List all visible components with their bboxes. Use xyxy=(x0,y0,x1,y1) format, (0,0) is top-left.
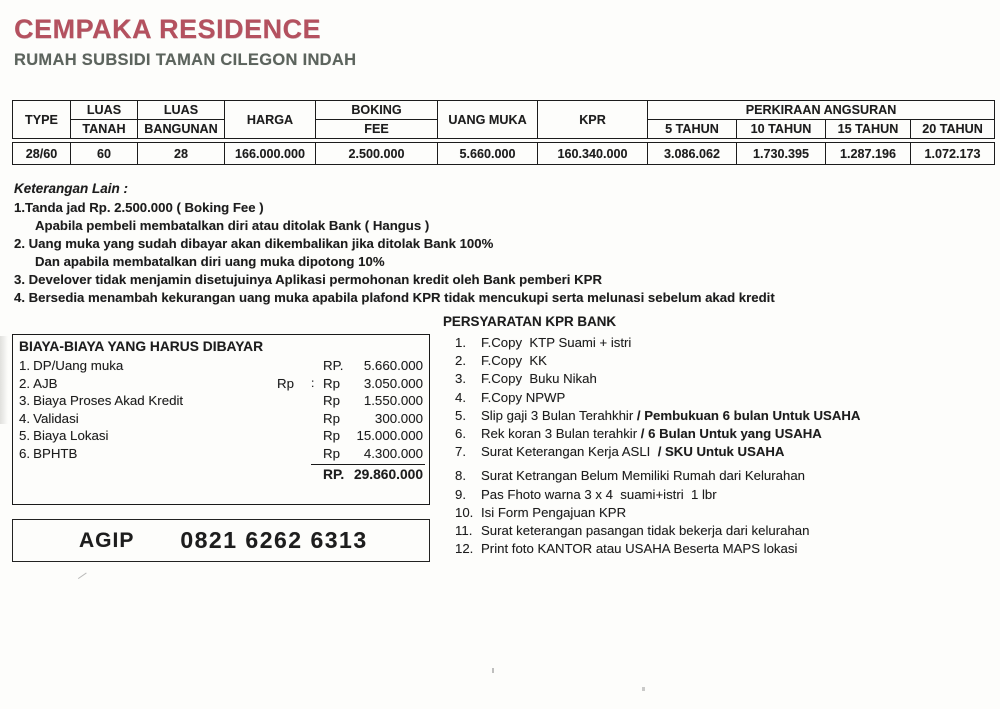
biaya-item xyxy=(19,357,429,375)
item-text-bold: / Pembukuan 6 bulan Untuk USAHA xyxy=(636,407,861,423)
item-number: 12. xyxy=(455,541,474,557)
currency-label: Rp xyxy=(323,428,340,443)
biaya-title: BIAYA-BIAYA YANG HARUS DIBAYAR xyxy=(19,339,264,354)
item-amount: 300.000 xyxy=(374,410,423,426)
scan-artifact xyxy=(492,668,494,673)
contact-name: AGIP xyxy=(79,528,135,552)
item-text: F.Copy KTP Suami + istri xyxy=(481,335,632,350)
col-tenor-5: 5 TAHUN xyxy=(648,120,737,139)
item-text-bold: / SKU Untuk USAHA xyxy=(657,444,785,460)
item-text: Surat keterangan pasangan tidak bekerja dari kelurahan xyxy=(481,523,810,539)
item-number: 2. xyxy=(455,353,466,369)
col-perkiraan-angsuran: PERKIRAAN ANGSURAN xyxy=(648,101,995,120)
biaya-item xyxy=(19,392,429,410)
currency-label: Rp xyxy=(323,445,340,461)
item-text: Pas Fhoto warna 3 x 4 suami+istri 1 lbr xyxy=(481,486,717,502)
item-amount: 1.550.000 xyxy=(363,393,423,408)
keterangan-line: Dan apabila membatalkan diri uang muka dipotong 10% xyxy=(35,253,385,269)
item-number: 10. xyxy=(455,504,474,520)
currency-label: Rp xyxy=(323,410,340,426)
contact-box xyxy=(12,519,430,562)
item-text-bold: / 6 Bulan Untuk yang USAHA xyxy=(640,426,822,442)
col-kpr: KPR xyxy=(538,101,648,139)
item-number: 3. xyxy=(455,371,466,387)
contact-phone: 0821 6262 6313 xyxy=(180,527,368,553)
list-item xyxy=(443,370,993,388)
col-tenor-10: 10 TAHUN xyxy=(737,120,826,139)
item-text: F.Copy KK xyxy=(481,353,547,369)
item-amount: 4.300.000 xyxy=(363,445,423,461)
cell-luas-bangunan: 28 xyxy=(138,143,225,165)
item-text: Slip gaji 3 Bulan Terahkhir xyxy=(481,407,637,423)
keterangan-line: 1.Tanda jad Rp. 2.500.000 ( Boking Fee ) xyxy=(14,200,264,215)
cell-uang-muka: 5.660.000 xyxy=(438,143,538,165)
item-amount: 3.050.000 xyxy=(363,375,423,391)
col-type: TYPE xyxy=(13,101,71,139)
col-fee: FEE xyxy=(316,120,438,139)
item-number: 5. xyxy=(455,407,466,423)
currency-label: Rp xyxy=(323,393,340,408)
currency-label: RP. xyxy=(323,467,345,482)
col-luas-bangunan-top: LUAS xyxy=(138,101,225,120)
header xyxy=(14,14,356,70)
item-number: 6. xyxy=(455,426,466,442)
correction-mark: : xyxy=(311,375,315,390)
biaya-item xyxy=(19,427,429,445)
item-label: Biaya Lokasi xyxy=(33,428,109,443)
item-text: F.Copy NPWP xyxy=(481,389,566,405)
list-item xyxy=(443,334,993,352)
item-number: 1. xyxy=(455,335,466,350)
list-item xyxy=(443,467,993,485)
item-number: 4. xyxy=(455,389,466,405)
item-number: 7. xyxy=(455,444,466,460)
cell-angsuran-10: 1.730.395 xyxy=(737,143,826,165)
cell-angsuran-15: 1.287.196 xyxy=(826,143,911,165)
item-number: 4. xyxy=(19,410,31,426)
keterangan-heading: Keterangan Lain : xyxy=(14,181,129,196)
scan-smudge xyxy=(0,336,8,424)
col-boking: BOKING xyxy=(316,101,438,120)
cell-harga: 166.000.000 xyxy=(225,143,316,165)
col-tenor-15: 15 TAHUN xyxy=(826,120,911,139)
price-table xyxy=(12,100,994,165)
item-label: DP/Uang muka xyxy=(33,358,124,373)
col-luas-tanah-top: LUAS xyxy=(71,101,138,120)
item-number: 3. xyxy=(19,393,31,408)
persyaratan-section xyxy=(443,314,993,558)
item-number: 9. xyxy=(455,486,466,502)
biaya-box xyxy=(12,334,430,505)
item-number: 5. xyxy=(19,428,31,443)
keterangan-line: 3. Develover tidak menjamin disetujuinya Aplikasi permohonan kredit oleh Bank pemberi KPR xyxy=(14,271,602,287)
table-row xyxy=(13,143,995,165)
list-item xyxy=(443,540,993,558)
list-item xyxy=(443,425,993,443)
col-uang-muka: UANG MUKA xyxy=(438,101,538,139)
keterangan-line: Apabila pembeli membatalkan diri atau ditolak Bank ( Hangus ) xyxy=(35,217,430,233)
price-table-header xyxy=(12,100,995,139)
list-item xyxy=(443,443,993,461)
currency-label: RP. xyxy=(323,358,344,373)
col-tanah: TANAH xyxy=(71,120,138,139)
list-item xyxy=(443,352,993,370)
list-item xyxy=(443,504,993,522)
item-number: 1. xyxy=(19,358,31,373)
item-text: Print foto KANTOR atau USAHA Beserta MAPS lokasi xyxy=(481,541,798,557)
list-item xyxy=(443,407,993,425)
item-label: AJB xyxy=(33,375,58,391)
item-number: 2. xyxy=(19,375,31,391)
biaya-item xyxy=(19,445,429,463)
total-amount: 29.860.000 xyxy=(353,467,423,482)
col-tenor-20: 20 TAHUN xyxy=(911,120,995,139)
list-item xyxy=(443,522,993,540)
keterangan-section xyxy=(14,181,984,306)
keterangan-line: 2. Uang muka yang sudah dibayar akan dikembalikan jika ditolak Bank 100% xyxy=(14,235,494,251)
item-number: 6. xyxy=(19,445,31,461)
scan-artifact xyxy=(73,566,86,579)
currency-label: Rp xyxy=(323,375,340,391)
cell-angsuran-5: 3.086.062 xyxy=(648,143,737,165)
cell-boking-fee: 2.500.000 xyxy=(316,143,438,165)
col-harga: HARGA xyxy=(225,101,316,139)
item-amount: 5.660.000 xyxy=(363,358,423,373)
cell-type: 28/60 xyxy=(13,143,71,165)
item-amount: 15.000.000 xyxy=(356,428,423,443)
scan-artifact xyxy=(642,687,645,691)
item-number: 8. xyxy=(455,468,466,484)
price-table-row xyxy=(12,142,995,165)
cell-kpr: 160.340.000 xyxy=(538,143,648,165)
item-text: Rek koran 3 Bulan terahkir xyxy=(481,426,641,442)
item-label: Biaya Proses Akad Kredit xyxy=(33,393,184,408)
currency-note: Rp xyxy=(277,375,294,391)
list-item xyxy=(443,389,993,407)
cell-angsuran-20: 1.072.173 xyxy=(911,143,995,165)
col-bangunan: BANGUNAN xyxy=(138,120,225,139)
biaya-item xyxy=(19,410,429,428)
page-subtitle: RUMAH SUBSIDI TAMAN CILEGON INDAH xyxy=(14,51,357,69)
item-text: Isi Form Pengajuan KPR xyxy=(481,504,627,520)
item-number: 11. xyxy=(455,523,473,539)
biaya-item xyxy=(19,375,429,393)
item-label: Validasi xyxy=(33,410,79,426)
item-text: F.Copy Buku Nikah xyxy=(481,371,597,387)
list-item xyxy=(443,486,993,504)
persyaratan-title: PERSYARATAN KPR BANK xyxy=(443,314,617,329)
biaya-total-row xyxy=(19,464,429,486)
keterangan-line: 4. Bersedia menambah kekurangan uang muka apabila plafond KPR tidak mencukupi serta melunasi sebelum akad kredit xyxy=(14,289,775,305)
item-text: Surat Keterangan Kerja ASLI xyxy=(481,444,658,460)
page-title: CEMPAKA RESIDENCE xyxy=(14,14,322,44)
cell-luas-tanah: 60 xyxy=(71,143,138,165)
item-label: BPHTB xyxy=(33,445,78,461)
item-text: Surat Ketrangan Belum Memiliki Rumah dari Kelurahan xyxy=(481,468,805,484)
